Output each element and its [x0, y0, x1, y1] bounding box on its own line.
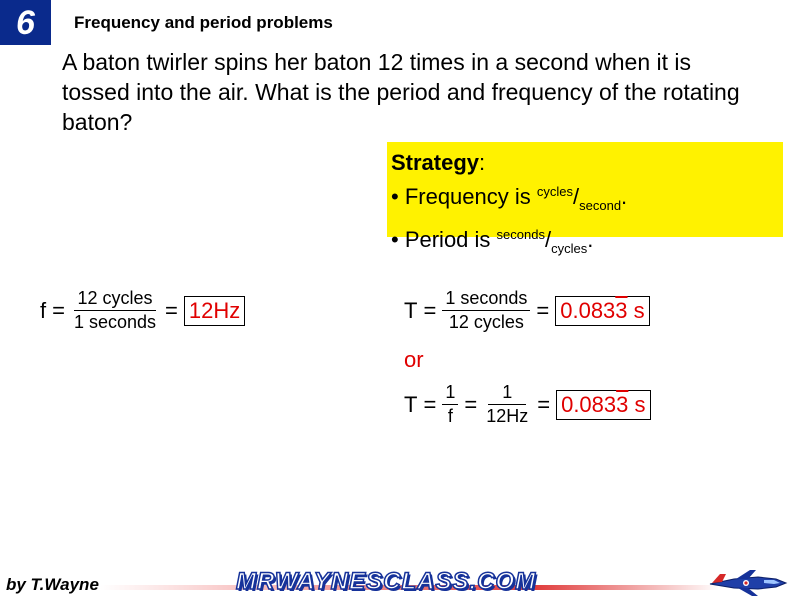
strategy-heading: Strategy [391, 150, 480, 175]
repeating-digit: 3 [616, 391, 629, 417]
frequency-answer: 12Hz [184, 296, 245, 326]
equals-sign: = [52, 297, 65, 323]
equals-sign: = [464, 391, 478, 417]
fraction-denominator: f [447, 406, 453, 426]
frequency-unit-den: second [579, 198, 622, 213]
period-answer-2 [556, 390, 650, 420]
fraction-denominator: 12Hz [486, 406, 529, 426]
frequency-end: . [621, 184, 628, 209]
equals-sign: = [423, 297, 437, 323]
or-label: or [404, 347, 424, 372]
fraction-numerator: 1 [488, 382, 526, 405]
period-end: . [587, 227, 594, 252]
equals-sign: = [537, 391, 551, 417]
equals-sign: = [165, 297, 178, 323]
strategy-heading-line [391, 148, 783, 177]
fraction [442, 382, 458, 427]
period-answer-1 [555, 296, 649, 326]
period-unit-den: cycles [551, 241, 588, 256]
period-prefix: • Period is [391, 227, 497, 252]
strategy-colon: : [479, 150, 486, 175]
strategy-frequency-line [391, 177, 783, 220]
slide-number: 6 [16, 3, 35, 42]
fraction-numerator: 12 cycles [74, 288, 155, 311]
frequency-equation [40, 288, 245, 333]
repeating-digit: 3 [615, 297, 628, 323]
eq-variable-f: f [40, 297, 47, 323]
frequency-slash: / [573, 184, 580, 209]
period-slash: / [544, 227, 552, 252]
period-unit-num: seconds [496, 227, 545, 242]
strategy-box [387, 142, 783, 256]
equals-sign: = [536, 297, 550, 323]
page-title: Frequency and period problems [74, 13, 333, 32]
strategy-period-line [391, 220, 783, 263]
jet-icon [706, 568, 790, 603]
answer-digits: 0.083 [560, 297, 616, 323]
eq-variable-t: T [404, 297, 418, 323]
fraction-denominator: 12 cycles [448, 312, 524, 332]
equals-sign: = [423, 391, 437, 417]
fraction-numerator: 1 seconds [442, 288, 530, 311]
fraction [71, 288, 159, 333]
answer-unit: s [628, 391, 646, 417]
site-logo: MRWAYNESCLASS.COM [236, 568, 537, 595]
answer-digits: 0.083 [561, 391, 617, 417]
period-equation-1 [404, 288, 650, 333]
slide-number-badge [0, 0, 51, 45]
period-equation-2 [404, 382, 651, 427]
fraction [483, 382, 531, 427]
eq-variable-t: T [404, 391, 418, 417]
author-byline: by T.Wayne [6, 575, 99, 594]
fraction [442, 288, 530, 333]
frequency-prefix: • Frequency is [391, 184, 537, 209]
frequency-unit-num: cycles [536, 184, 573, 199]
fraction-denominator: 1 seconds [73, 312, 157, 332]
problem-text: A baton twirler spins her baton 12 times in a second when it is tossed into the air. What is the period and frequency of the rotating baton? [62, 49, 740, 135]
answer-unit: s [627, 297, 645, 323]
fraction-numerator: 1 [442, 382, 458, 405]
